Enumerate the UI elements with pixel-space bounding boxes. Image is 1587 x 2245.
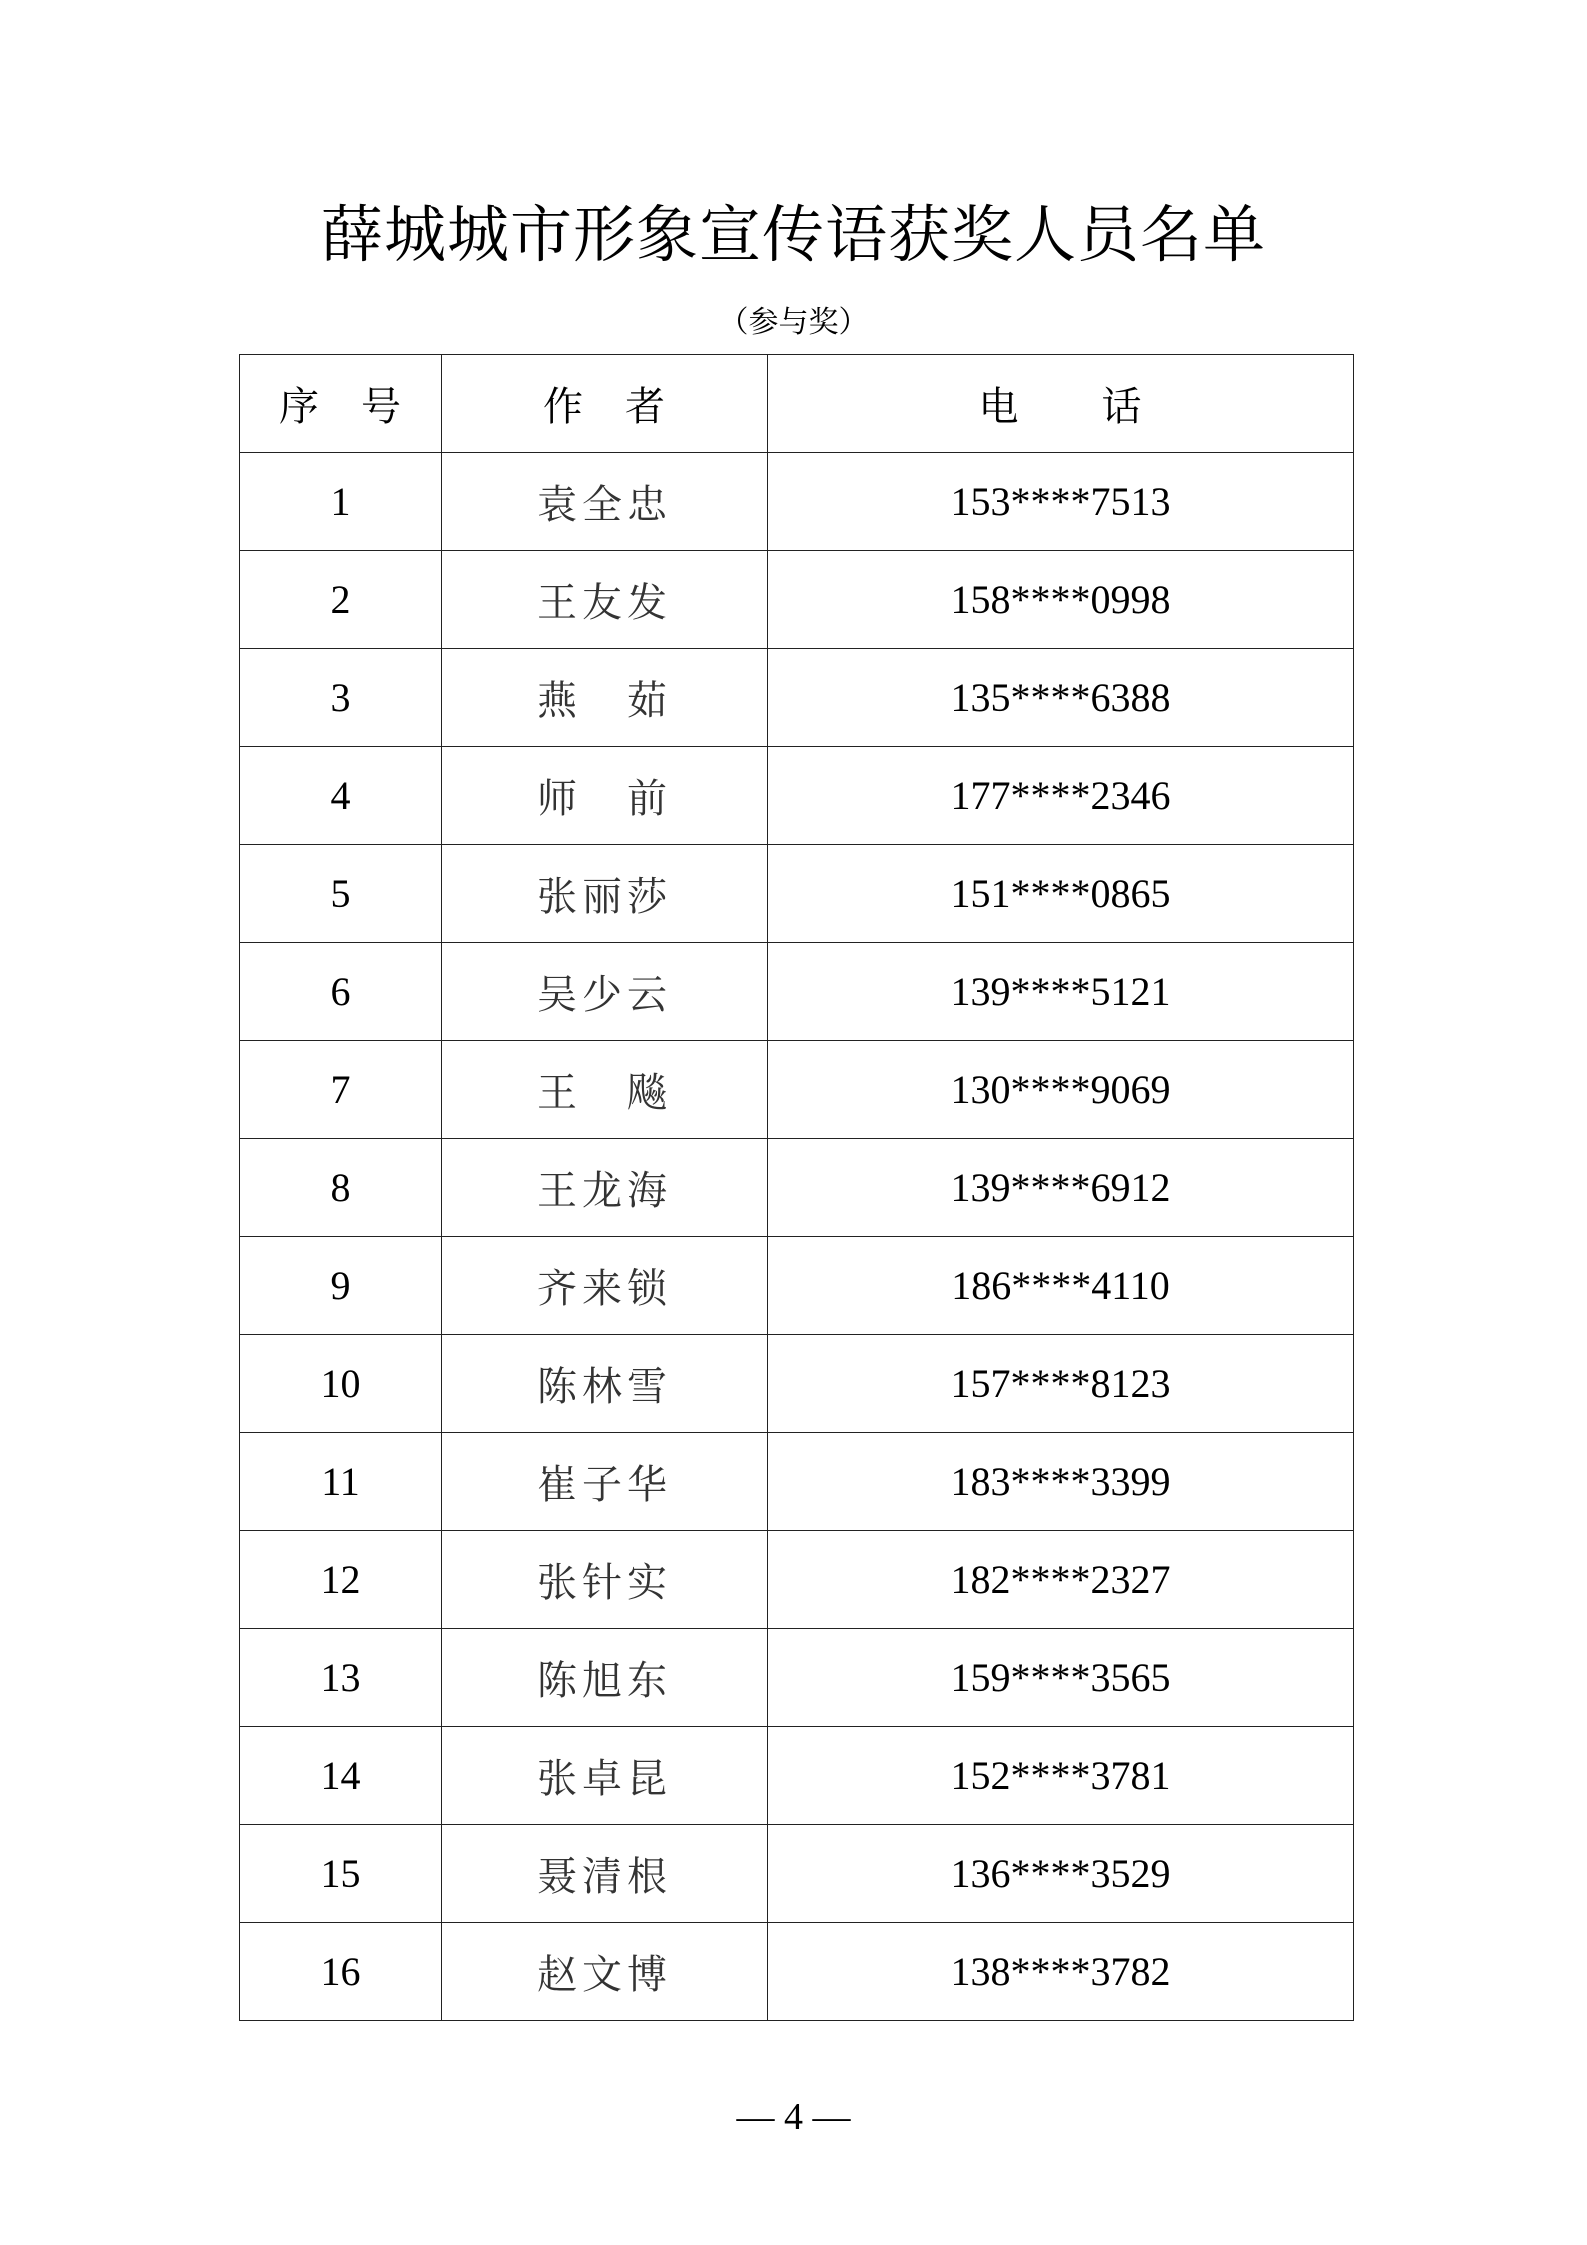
row-author: 张卓昆 xyxy=(442,1727,768,1825)
row-index: 13 xyxy=(240,1629,442,1727)
row-author: 燕 茹 xyxy=(442,649,768,747)
row-author: 吴少云 xyxy=(442,943,768,1041)
table-row xyxy=(240,1335,1354,1433)
table-row xyxy=(240,1923,1354,2021)
row-phone: 136****3529 xyxy=(768,1825,1354,1923)
table-row xyxy=(240,845,1354,943)
table-row xyxy=(240,551,1354,649)
row-index: 10 xyxy=(240,1335,442,1433)
table-row xyxy=(240,1531,1354,1629)
row-phone: 177****2346 xyxy=(768,747,1354,845)
row-index: 6 xyxy=(240,943,442,1041)
row-index: 4 xyxy=(240,747,442,845)
page-number: — 4 — xyxy=(736,2096,851,2138)
row-phone: 135****6388 xyxy=(768,649,1354,747)
row-phone: 130****9069 xyxy=(768,1041,1354,1139)
row-index: 11 xyxy=(240,1433,442,1531)
row-index: 2 xyxy=(240,551,442,649)
row-phone: 138****3782 xyxy=(768,1923,1354,2021)
row-author: 崔子华 xyxy=(442,1433,768,1531)
row-index: 9 xyxy=(240,1237,442,1335)
row-author: 王龙海 xyxy=(442,1139,768,1237)
row-phone: 183****3399 xyxy=(768,1433,1354,1531)
row-phone: 151****0865 xyxy=(768,845,1354,943)
table-row xyxy=(240,1041,1354,1139)
row-phone: 158****0998 xyxy=(768,551,1354,649)
row-author: 王 飚 xyxy=(442,1041,768,1139)
row-index: 14 xyxy=(240,1727,442,1825)
winners-table xyxy=(239,354,1354,2021)
row-index: 15 xyxy=(240,1825,442,1923)
table-row xyxy=(240,453,1354,551)
document-subtitle: （参与奖） xyxy=(718,305,869,340)
row-author: 齐来锁 xyxy=(442,1237,768,1335)
table-row xyxy=(240,943,1354,1041)
row-author: 张针实 xyxy=(442,1531,768,1629)
row-author: 陈林雪 xyxy=(442,1335,768,1433)
table-row xyxy=(240,1433,1354,1531)
row-phone: 139****6912 xyxy=(768,1139,1354,1237)
row-phone: 139****5121 xyxy=(768,943,1354,1041)
row-phone: 159****3565 xyxy=(768,1629,1354,1727)
row-author: 袁全忠 xyxy=(442,453,768,551)
row-author: 师 前 xyxy=(442,747,768,845)
table-body xyxy=(240,453,1354,2021)
table-row xyxy=(240,1727,1354,1825)
row-index: 16 xyxy=(240,1923,442,2021)
row-index: 12 xyxy=(240,1531,442,1629)
row-index: 8 xyxy=(240,1139,442,1237)
table-row xyxy=(240,747,1354,845)
row-index: 3 xyxy=(240,649,442,747)
row-author: 聂清根 xyxy=(442,1825,768,1923)
row-author: 张丽莎 xyxy=(442,845,768,943)
table-row xyxy=(240,1139,1354,1237)
table-header xyxy=(240,355,1354,453)
document-title: 薛城城市形象宣传语获奖人员名单 xyxy=(320,198,1266,271)
row-phone: 152****3781 xyxy=(768,1727,1354,1825)
row-index: 1 xyxy=(240,453,442,551)
row-phone: 186****4110 xyxy=(768,1237,1354,1335)
header-row xyxy=(240,355,1354,453)
row-author: 陈旭东 xyxy=(442,1629,768,1727)
row-phone: 157****8123 xyxy=(768,1335,1354,1433)
column-header-author: 作 者 xyxy=(442,355,768,453)
row-author: 赵文博 xyxy=(442,1923,768,2021)
row-phone: 153****7513 xyxy=(768,453,1354,551)
row-index: 5 xyxy=(240,845,442,943)
row-author: 王友发 xyxy=(442,551,768,649)
row-phone: 182****2327 xyxy=(768,1531,1354,1629)
column-header-phone: 电 话 xyxy=(768,355,1354,453)
row-index: 7 xyxy=(240,1041,442,1139)
column-header-index: 序 号 xyxy=(240,355,442,453)
table-row xyxy=(240,1237,1354,1335)
table-row xyxy=(240,1825,1354,1923)
table-row xyxy=(240,1629,1354,1727)
table-row xyxy=(240,649,1354,747)
